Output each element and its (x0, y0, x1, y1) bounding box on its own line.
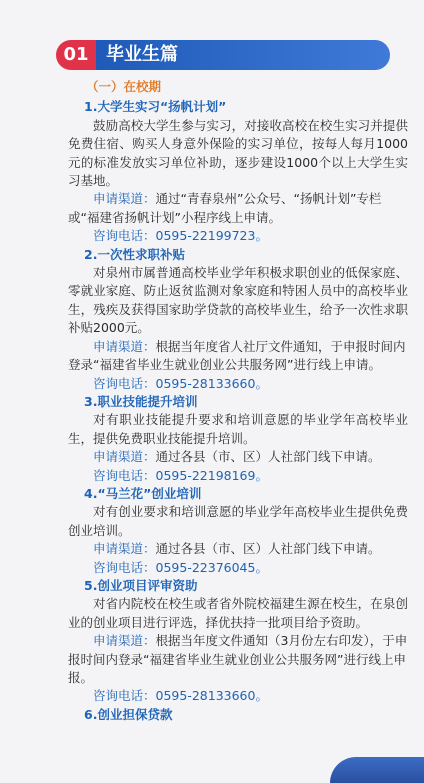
item-channel (68, 190, 408, 227)
item-channel (68, 448, 408, 466)
item-channel (68, 338, 408, 375)
phone-number: 0595-22198169。 (155, 467, 268, 483)
content-body (68, 78, 408, 724)
phone-label: 咨询电话： (93, 688, 156, 704)
channel-label: 申请渠道： (93, 633, 156, 649)
channel-text: 通过各县（市、区）人社部门线下申请。 (155, 541, 381, 557)
item-description: 对泉州市属普通高校毕业学年积极求职创业的低保家庭、零就业家庭、防止返贫监测对象家庭和特困人员中的高校毕业生，残疾及获得国家助学贷款的高校毕业生，给予一次性求职补贴2000元。 (68, 265, 408, 336)
phone-number: 0595-28133660。 (155, 688, 268, 704)
channel-text: 根据当年度省人社厅文件通知，于申报时间内登录“福建省毕业生就业创业公共服务网”进行线上申请。 (68, 338, 406, 373)
channel-text: 根据当年度文件通知（3月份左右印发），于申报时间内登录“福建省毕业生就业创业公共服务网”进行线上申报。 (68, 633, 408, 685)
phone-label: 咨询电话： (93, 467, 156, 483)
phone-label: 咨询电话： (93, 375, 156, 391)
item-description: 鼓励高校大学生参与实习，对接收高校在校生实习并提供免费住宿、购买人身意外保险的实习单位，按每人每月1000元的标准发放实习单位补助，逐步建设1000个以上大学生实习基地。 (68, 117, 408, 189)
item-heading: 2.一次性求职补贴 (84, 246, 185, 262)
item-phone (68, 687, 408, 705)
phone-number: 0595-28133660。 (155, 375, 268, 391)
item-phone (68, 227, 408, 245)
item-heading: 1.大学生实习“扬帆计划” (84, 99, 227, 115)
item-heading: 6.创业担保贷款 (84, 706, 173, 722)
period-heading: （一）在校期 (86, 79, 162, 94)
item-phone (68, 559, 408, 577)
item-heading: 5.创业项目评审资助 (84, 577, 198, 593)
channel-label: 申请渠道： (93, 338, 156, 354)
channel-label: 申请渠道： (93, 449, 156, 465)
channel-text: 通过各县（市、区）人社部门线下申请。 (155, 449, 381, 465)
phone-number: 0595-22376045。 (155, 559, 268, 575)
item-description: 对有职业技能提升要求和培训意愿的毕业学年高校毕业生，提供免费职业技能提升培训。 (68, 412, 408, 446)
section-header (56, 40, 390, 70)
item-heading: 4.“马兰花”创业培训 (84, 485, 202, 501)
channel-label: 申请渠道： (93, 541, 156, 557)
item-channel (68, 632, 408, 687)
phone-number: 0595-22199723。 (155, 228, 268, 244)
corner-decoration (330, 757, 424, 783)
phone-label: 咨询电话： (93, 559, 156, 575)
section-number-badge: 01 (56, 40, 96, 70)
item-description: 对省内院校在校生或者省外院校福建生源在校生，在泉创业的创业项目进行评选，择优扶持一批项目给予资助。 (68, 596, 408, 630)
section-title: 毕业生篇 (96, 40, 390, 70)
channel-text: 通过“青春泉州”公众号、“扬帆计划”专栏或“福建省扬帆计划”小程序线上申请。 (68, 191, 382, 225)
channel-label: 申请渠道： (93, 191, 156, 207)
item-channel (68, 540, 408, 558)
item-phone (68, 375, 408, 393)
item-phone (68, 467, 408, 485)
item-heading: 3.职业技能提升培训 (84, 393, 198, 409)
item-description: 对有创业要求和培训意愿的毕业学年高校毕业生提供免费创业培训。 (68, 504, 408, 538)
phone-label: 咨询电话： (93, 228, 156, 244)
